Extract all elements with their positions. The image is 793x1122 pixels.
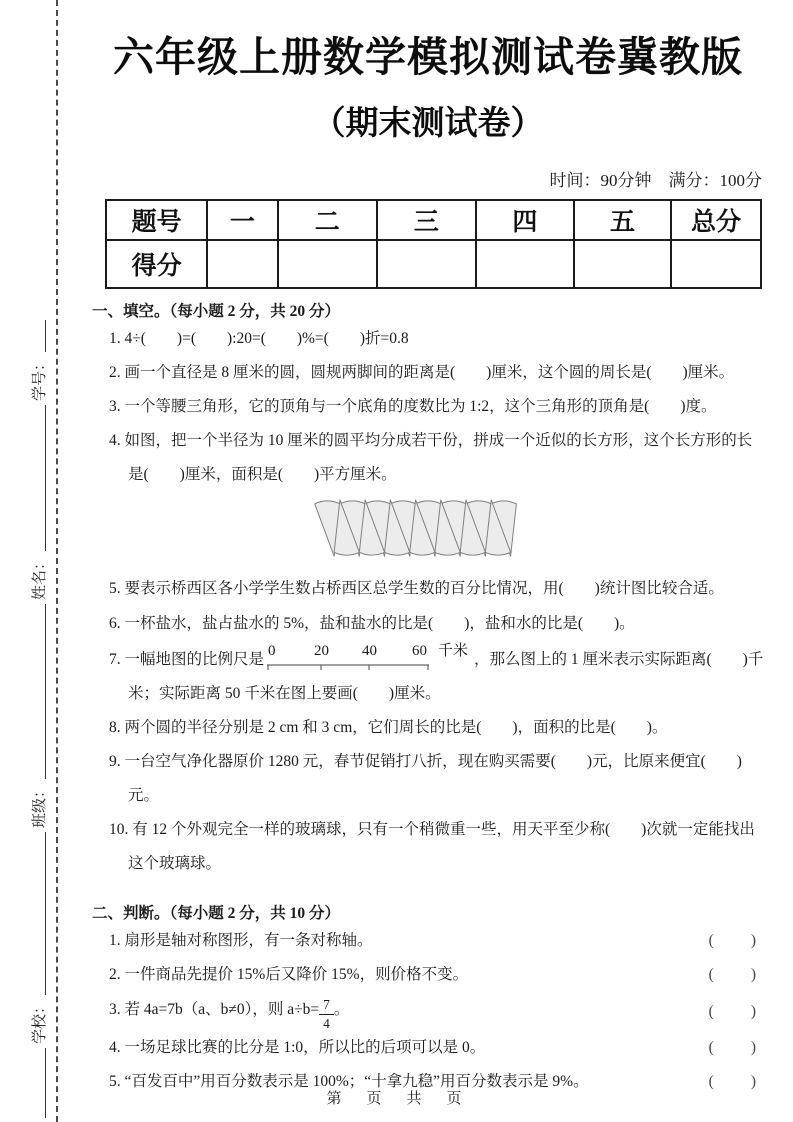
judge-question-1-text: 1. 扇形是轴对称图形，有一条对称轴。 [109,932,373,950]
fill-question-7-pre: 7. 一幅地图的比例尺是 [109,650,265,668]
circle-sectors-figure [310,497,764,566]
fill-question-10: 10. 有 12 个外观完全一样的玻璃球，只有一个稍微重一些，用天平至少称( )次就一定能找出这个玻璃球。 [109,821,755,873]
score-cell [671,240,761,288]
score-table-header-row [106,200,761,240]
judge-answer-blank-5: ( ) [708,1073,758,1091]
fill-question-6: 6. 一杯盐水，盐占盐水的 5%，盐和盐水的比是( )，盐和水的比是( )。 [109,614,635,632]
score-col-4: 四 [476,200,574,240]
fill-question-2: 2. 画一个直径是 8 厘米的圆，圆规两脚间的距离是( )厘米，这个圆的周长是( )厘米。 [109,364,735,382]
fill-question-9: 9. 一台空气净化器原价 1280 元，春节促销打八折，现在购买需要( )元，比原来便宜( )元。 [109,752,742,805]
score-col-label: 题号 [106,200,207,240]
score-table-score-row [106,240,761,288]
judge-answer-blank-3: ( ) [708,1002,758,1020]
map-scale-bar [266,641,472,675]
judge-question-5-text: 5. “百发百中”用百分数表示是 100%；“十拿九稳”用百分数表示是 9%。 [109,1073,589,1091]
student-info-rail [25,180,51,1122]
score-col-2: 二 [278,200,377,240]
page-footer: 第 页 共 页 [326,1091,467,1107]
score-table [105,199,762,289]
name-label: 姓名： [31,554,48,600]
score-cell [207,240,278,288]
exam-sheet [92,24,764,1099]
judge-question-3-pre: 3. 若 4a=7b（a、b≠0），则 a÷b= [109,1000,320,1018]
fraction-numerator: 7 [319,997,334,1015]
score-cell [377,240,476,288]
exam-meta: 时间：90分钟 满分：100分 [549,171,762,190]
section-fill-heading: 一、填空。（每小题 2 分，共 20 分） [92,303,341,320]
name-blank-line [30,604,46,779]
score-col-5: 五 [574,200,671,240]
judge-answer-blank-4: ( ) [708,1039,758,1057]
score-col-total: 总分 [671,200,761,240]
judge-question-4-text: 4. 一场足球比赛的比分是 1:0，所以比的后项可以是 0。 [109,1039,486,1057]
fraction-seven-fourths [319,997,334,1031]
score-col-3: 三 [377,200,476,240]
score-cell [278,240,377,288]
page-subtitle: （期末测试卷） [312,104,544,141]
class-label: 班级： [31,782,48,828]
score-col-1: 一 [207,200,278,240]
score-cell [574,240,671,288]
fill-question-7-post: ，那么图上的 1 厘米表示实际距离( )千米；实际距离 50 千米在图上要画( )厘米。 [128,650,764,702]
scale-tick-60: 60 [412,642,428,659]
score-row-label: 得分 [106,240,207,288]
fill-question-1: 1. 4÷( )=( ):20=( )%=( )折=0.8 [109,330,409,347]
number-blank-line [30,405,46,551]
judge-question-3 [109,993,764,1032]
number-label: 学号： [31,355,48,401]
class-blank-line [30,832,46,995]
fraction-denominator: 4 [323,1015,330,1031]
judge-question-2 [109,958,764,992]
score-cell [476,240,574,288]
fill-question-8: 8. 两个圆的半径分别是 2 cm 和 3 cm，它们周长的比是( )，面积的比是( )。 [109,718,668,736]
number-blank-line-tail [30,320,46,352]
scale-tick-40: 40 [362,642,378,659]
fill-question-4: 4. 如图，把一个半径为 10 厘米的圆平均分成若干份，拼成一个近似的长方形，这个长方形的长是( )厘米，面积是( )平方厘米。 [109,432,753,484]
judge-question-1 [109,924,764,958]
scale-unit-label: 千米 [438,642,469,659]
fill-question-7 [109,641,764,711]
judge-question-2-text: 2. 一件商品先提价 15%后又降价 15%，则价格不变。 [109,966,469,984]
page-title: 六年级上册数学模拟测试卷冀教版 [113,34,743,80]
judge-question-4 [109,1031,764,1065]
fill-question-3: 3. 一个等腰三角形，它的顶角与一个底角的度数比为 1:2，这个三角形的顶角是( )度。 [109,398,717,416]
fill-question-5: 5. 要表示桥西区各小学学生数占桥西区总学生数的百分比情况，用( )统计图比较合适。 [109,580,724,598]
school-label: 学校： [31,998,48,1044]
scale-tick-0: 0 [268,642,276,659]
judge-question-3-text [109,993,349,1032]
judge-answer-blank-1: ( ) [708,932,758,950]
fold-dashed-line [56,0,58,1122]
circle-sectors-svg [310,497,525,561]
section-judge-heading: 二、判断。（每小题 2 分，共 10 分） [92,905,341,923]
judge-answer-blank-2: ( ) [708,966,758,984]
judge-question-3-post: 。 [333,1000,350,1018]
scale-tick-20: 20 [314,642,330,659]
